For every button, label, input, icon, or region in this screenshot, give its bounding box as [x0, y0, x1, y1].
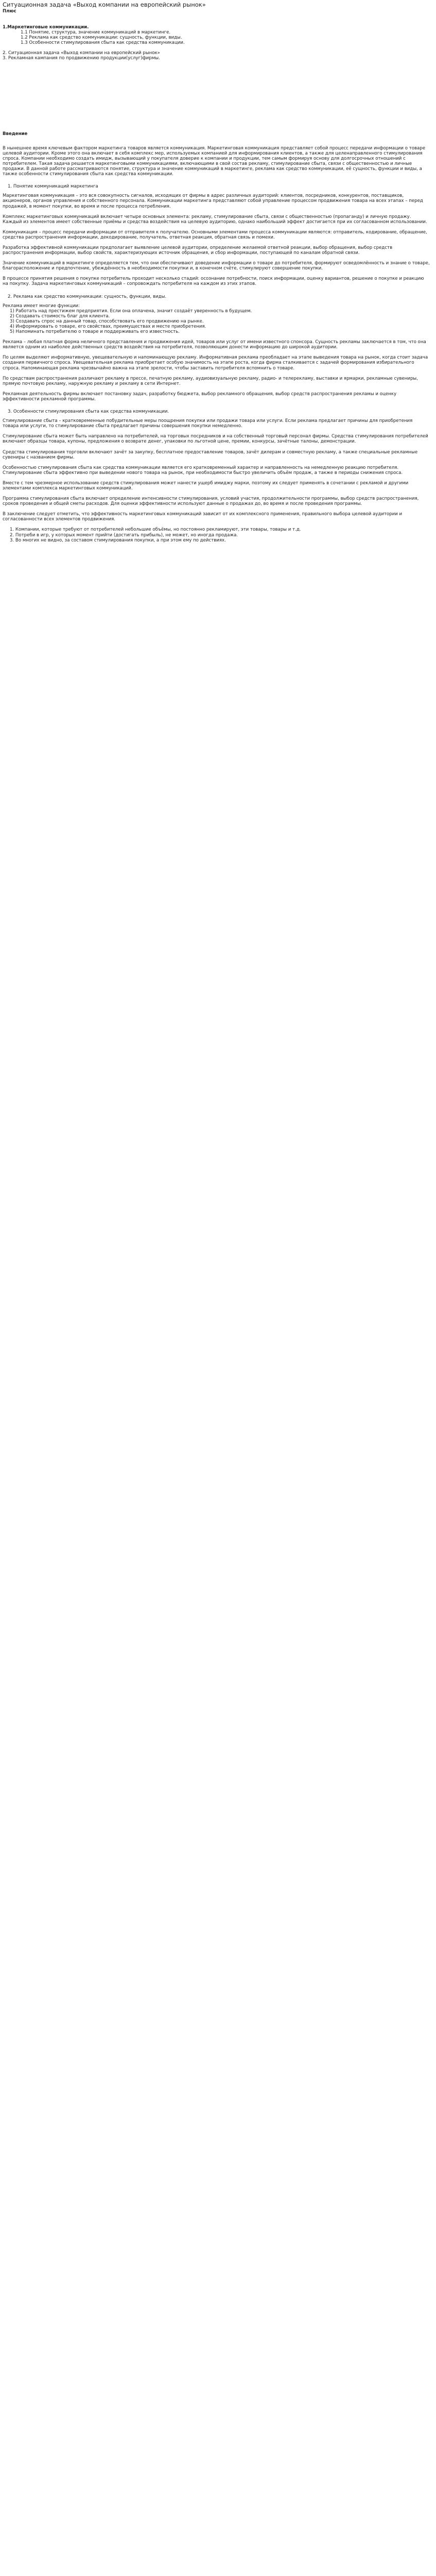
toc-heading: 1.Маркетинговые коммуникации.	[3, 25, 89, 30]
list-item: 3) Создавать спрос на данный товар, способствовать его продвижению на рынке.	[10, 318, 204, 324]
page-title: Ситуационная задача «Выход компании на европейский рынок»	[3, 1, 206, 8]
paragraph: Реклама – любая платная форма неличного представления и продвижения идей, товаров или услуг от имени известного спонсора. Сущность рекламы заключается в том, что она является одним из наиболее действенных средств воздействия на потребителя, позволяющим донести информацию до широкой аудитории.	[3, 340, 426, 350]
list-item: 3. Во многих не видно, за составом стимулирования покупки, а при этом ему по действиях.	[10, 537, 226, 543]
document-content	[3, 18, 430, 543]
paragraph: Программа стимулирования сбыта включает определение интенсивности стимулирования, условий участия, продолжительности программы, выбор средств распространения, сроков проведения и общей сметы расходов. Для оценки эффективности используют данные о продажах до, во время и после проведения программы.	[3, 496, 419, 507]
section-1-heading: 1. Понятие коммуникаций маркетинга	[8, 184, 98, 190]
author-label: Плюс	[3, 9, 16, 14]
paragraph: По средствам распространения различают рекламу в прессе, печатную рекламу, аудиовизуальную рекламу, радио- и телерекламу, выставки и ярмарки, рекламные сувениры, прямую почтовую рекламу, наружную рекламу и рекламу в сети Интернет.	[3, 376, 418, 386]
toc-task-3: 3. Рекламная кампания по продвижению продукции(услуг)фирмы.	[3, 56, 160, 61]
paragraph: Рекламная деятельность фирмы включает постановку задач, разработку бюджета, выбор рекламного обращения, выбор средств распространения рекламы и оценку эффективности рекламной программы.	[3, 391, 397, 402]
paragraph: Реклама имеет многие функции:	[3, 303, 80, 309]
section-3-heading: 3. Особенности стимулирования сбыта как средства коммуникации.	[8, 409, 169, 415]
paragraph: В процессе принятия решения о покупке потребитель проходит несколько стадий: осознание потребности, поиск информации, оценку вариантов, решение о покупке и реакцию на покупку. Задача маркетинговых коммуникаций – сопровождать потребителя на каждом из этих этапов.	[3, 276, 424, 287]
paragraph: Комплекс маркетинговых коммуникаций включает четыре основных элемента: рекламу, стимулирование сбыта, связи с общественностью (пропаганду) и личную продажу. Каждый из элементов имеет собственные приёмы и средства воздействия на целевую аудиторию, однако наибольший эффект достигается при их согласованном использовании.	[3, 214, 427, 225]
paragraph: Стимулирование сбыта может быть направлено на потребителей, на торговых посредников и на собственный торговый персонал фирмы. Средства стимулирования потребителей включают образцы товара, купоны, предложения о возврате денег, упаковки по льготной цене, премии, конкурсы, зачётные талоны, демонстрации.	[3, 434, 428, 445]
list-item: 2. Потреби в игр, у которых момент прийти (достигать прибыль), не может, но иногда продажа.	[10, 532, 238, 538]
list-item: 2) Создавать стоимость благ для клиента.	[10, 313, 110, 319]
paragraph: Разработка эффективной коммуникации предполагает выявление целевой аудитории, определение желаемой ответной реакции, выбор обращения, выбор средств распространения информации, выбор свойств, характеризующих источник обращения, и сбор информации, поступающей по каналам обратной связи.	[3, 245, 393, 256]
intro-heading: Введение	[3, 131, 28, 137]
list-item: 1) Работать над престижем предприятия. Если она оплачена, значит создаёт уверенность в будущем.	[10, 308, 252, 314]
paragraph: В заключение следует отметить, что эффективность маркетинговых коммуникаций зависит от их комплексного применения, правильного выбора целевой аудитории и согласованности всех элементов продвижения.	[3, 512, 403, 522]
toc-item: 1.3 Особенности стимулирования сбыта как средства коммуникации.	[21, 40, 185, 46]
list-item: 5) Напоминать потребителю о товаре и поддерживать его известность.	[10, 329, 180, 335]
paragraph: Средства стимулирования торговли включают зачёт за закупку, бесплатное предоставление товаров, зачёт дилерам и совместную рекламу, а также специальные рекламные сувениры с названием фирмы.	[3, 449, 418, 460]
paragraph: Коммуникация – процесс передачи информации от отправителя к получателю. Основными элементами процесса коммуникации являются: отправитель, кодирование, обращение, средства распространения информации, декодирование, получатель, ответная реакция, обратная связь и помехи.	[3, 229, 427, 240]
list-item: 1. Компании, которые требуют от потребителей небольшие объёмы, но постоянно рекламируют, эти товары, товары и т.д.	[10, 527, 301, 533]
paragraph: Особенностью стимулирования сбыта как средства коммуникации является его кратковременный характер и направленность на немедленную реакцию потребителя. Стимулирование сбыта эффективно при выведении нового товара на рынок, при необходимости быстро увеличить объём продаж, а также в периоды снижения спроса.	[3, 465, 403, 476]
toc-item: 1.2 Реклама как средство коммуникации: сущность, функции, виды.	[21, 35, 182, 41]
paragraph: Вместе с тем чрезмерное использование средств стимулирования может нанести ущерб имиджу марки, поэтому их следует применять в сочетании с рекламой и другими элементами комплекса маркетинговых коммуникаций.	[3, 480, 409, 491]
paragraph: По целям выделяют информативную, увещевательную и напоминающую рекламу. Информативная реклама преобладает на этапе выведения товара на рынок, когда стоит задача создания первичного спроса. Увещевательная реклама приобретает особую значимость на этапе роста, когда фирма сталкивается с задачей формирования избирательного спроса. Напоминающая реклама чрезвычайно важна на этапе зрелости, чтобы заставить потребителя вспомнить о товаре.	[3, 355, 428, 371]
list-item: 4) Информировать о товаре, его свойствах, преимуществах и месте приобретения.	[10, 324, 206, 329]
toc-task-2: 2. Ситуационная задача «Выход компании на европейский рынок»	[3, 50, 160, 56]
paragraph: Маркетинговая коммуникация – это вся совокупность сигналов, исходящих от фирмы в адрес различных аудиторий: клиентов, посредников, конкурентов, поставщиков, акционеров, органов управления и собственного персонала. Коммуникации маркетинга представляют собой управление процессом продвижения товара на всех этапах – перед продажей, в момент покупки, во время и после процесса потребления.	[3, 193, 423, 209]
paragraph: Значение коммуникаций в маркетинге определяется тем, что они обеспечивают доведение информации о товаре до потребителя, формируют осведомлённость и знание о товаре, благорасположение и предпочтение, убеждённость в необходимости покупки и, в конечном счёте, стимулируют совершение покупки.	[3, 261, 430, 272]
toc-item: 1.1 Понятие, структура, значение коммуникаций в маркетинге.	[21, 30, 171, 36]
intro-text: В нынешнее время ключевым фактором маркетинга товаров является коммуникация. Маркетинговая коммуникация представляет собой процесс передачи информации о товаре целевой аудитории. Кроме этого она включает в себя комплекс мер, используемых компанией для информирования клиентов, а также для целенаправленного стимулирования спроса. Компании необходимо создать имидж, вызывающий у покупателя доверие к компании и продукции, тем самым формируя основу для долгосрочных отношений с потребителем. Такая задача решается маркетинговыми коммуникациями, включающими в свой состав рекламу, стимулирование сбыта, связи с общественностью и личные продажи. В данной работе рассматриваются понятие, структура и значение коммуникаций в маркетинге, реклама как средство коммуникации, её сущность, функции и виды, а также особенности стимулирования сбыта как средства коммуникации.	[3, 145, 426, 177]
section-2-heading: 2. Реклама как средство коммуникации: сущность, функции, виды.	[8, 294, 167, 299]
paragraph: Стимулирование сбыта – кратковременные побудительные меры поощрения покупки или продажи товара или услуги. Если реклама предлагает причины для приобретения товара или услуги, то стимулирование сбыта предлагает причины совершения покупки немедленно.	[3, 418, 413, 429]
